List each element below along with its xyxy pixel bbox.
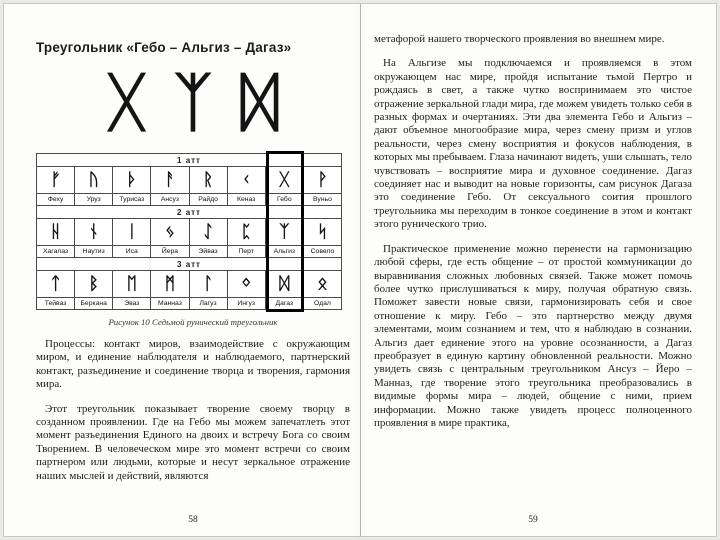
- rune-table-figure: [36, 153, 342, 310]
- rune-name-cell: Ансуз: [151, 194, 189, 206]
- page-number: 59: [528, 515, 538, 525]
- paragraph: На Альгизе мы подключаемся и проявляемся в этом окружающем нас мире, пройдя испытание тьмой Пертро и рождаясь в свет, а также чутко воспринимаем это чистое отражение зеркальной глади мира, где можем увидеть только себя в разных формах и очертаниях. Эти два элемента Гебо и Альгиз – дают объемное многообразие мира, через смену призм и углов реальности, через смену восприятия и фокусов наблюдения, в которых мы пребываем. Глаза начинают видеть, уши слышать, тело чувствовать – восприятие мира и духовное соединение. Дагаз соединяет нас и выводит на новые горизонты, сам рисунок Дагаза это соединение Гебо. От сексуального соития прошлого треугольника мы переходим в тонкое соединение в этом и контакт этого рунического трио.: [374, 57, 692, 231]
- rune-table: [36, 153, 342, 310]
- rune-name-cell: Турисаз: [113, 194, 151, 206]
- att-header: 2 атт: [37, 206, 342, 219]
- rune-glyph-cell: ᚷ: [265, 167, 303, 194]
- rune-glyph-cell: ᛉ: [265, 219, 303, 246]
- figure-caption: Рисунок 10 Седьмой рунический треугольник: [108, 317, 278, 327]
- rune-name-cell: Беркана: [75, 298, 113, 310]
- rune-glyph-cell: ᛏ: [37, 271, 75, 298]
- rune-name-cell: Йера: [151, 246, 189, 258]
- rune-name-cell: Уруз: [75, 194, 113, 206]
- book-spread: [3, 3, 717, 537]
- rune-glyph-cell: ᚱ: [189, 167, 227, 194]
- rune-glyph-cell: ᛋ: [303, 219, 341, 246]
- big-rune-dagaz: ᛞ: [240, 66, 279, 140]
- rune-glyph-cell: ᚾ: [75, 219, 113, 246]
- paragraph: Этот треугольник показывает творение своему творцу в созданном проявлении. Где на Гебо мы можем запечатлеть этот момент разъединения Единого на двоих и встречу Бога со своим Творением. В человеческом мире это момент встречи со своим партнером или людьми, которые и несут зеркальное отражение наших мыслей и действий, являются: [36, 402, 350, 482]
- rune-name-cell: Тейваз: [37, 298, 75, 310]
- rune-glyph-cell: ᚲ: [227, 167, 265, 194]
- rune-glyph-cell: ᛗ: [151, 271, 189, 298]
- rune-glyph-cell: ᛁ: [113, 219, 151, 246]
- rune-name-cell: Эйваз: [189, 246, 227, 258]
- rune-name-cell: Хагалаз: [37, 246, 75, 258]
- big-rune-gebo: ᚷ: [107, 66, 146, 140]
- rune-glyph-cell: ᚨ: [151, 167, 189, 194]
- rune-glyph-cell: ᚠ: [37, 167, 75, 194]
- rune-name-cell: Ингуз: [227, 298, 265, 310]
- rune-glyph-cell: ᛚ: [189, 271, 227, 298]
- big-rune-algiz: ᛉ: [173, 66, 213, 140]
- rune-name-cell: Лагуз: [189, 298, 227, 310]
- rune-name-cell: Кеназ: [227, 194, 265, 206]
- rune-name-cell: Одал: [303, 298, 341, 310]
- rune-glyph-cell: ᚺ: [37, 219, 75, 246]
- rune-glyph-cell: ᛖ: [113, 271, 151, 298]
- page-number: 58: [188, 515, 198, 525]
- rune-name-cell: Вуньо: [303, 194, 341, 206]
- rune-glyph-cell: ᚦ: [113, 167, 151, 194]
- triangle-runes-figure: [36, 65, 350, 141]
- rune-name-cell: Иса: [113, 246, 151, 258]
- rune-name-cell: Райдо: [189, 194, 227, 206]
- rune-glyph-cell: ᛇ: [189, 219, 227, 246]
- att-header: 3 атт: [37, 258, 342, 271]
- rune-name-cell: Гебо: [265, 194, 303, 206]
- page-gutter: [360, 4, 361, 536]
- rune-glyph-cell: ᚹ: [303, 167, 341, 194]
- rune-name-cell: Наутиз: [75, 246, 113, 258]
- paragraph: Практическое применение можно перенести на гармонизацию любой сферы, где есть общение – от простой коммуникации до выравнивания сложных любовных связей. Также может помочь более чутко прислушиваться к миру, получая обратную связь. Поможет завести новые связи, гармонизировать себя и свое отношение к миру. Гебо – это партнерство между двумя элементами, моим сознанием и тем, что я наблюдаю в сознании. Альгиз дает единение этого на уровне осознанности, а Дагаз преобразует в единую картину обновленной реальности. Можно увидеть связь с центральным треугольником Ансуз – Йеро – Манназ, где творение этого треугольника преобразовались в видимые формы мира – людей, общение с ними, прием информации. Можно также увидеть процесс полноценного проявления в мире практика,: [374, 242, 692, 429]
- rune-name-cell: Перт: [227, 246, 265, 258]
- paragraph: Процессы: контакт миров, взаимодействие с окружающим миром, и единение наблюдателя и наблюдаемого, партнерский контакт, разъединение и соединение творца и творения, гармония мира.: [36, 338, 350, 391]
- page-right: [374, 4, 692, 536]
- att-header: 1 атт: [37, 154, 342, 167]
- rune-name-cell: Дагаз: [265, 298, 303, 310]
- rune-glyph-cell: ᛈ: [227, 219, 265, 246]
- paragraph: метафорой нашего творческого проявления во внешнем мире.: [374, 33, 665, 45]
- rune-glyph-cell: ᛒ: [75, 271, 113, 298]
- page-left: [36, 4, 350, 536]
- rune-glyph-cell: ᛃ: [151, 219, 189, 246]
- rune-glyph-cell: ᛟ: [303, 271, 341, 298]
- rune-glyph-cell: ᛞ: [265, 271, 303, 298]
- rune-name-cell: Альгиз: [265, 246, 303, 258]
- rune-name-cell: Феху: [37, 194, 75, 206]
- rune-name-cell: Совело: [303, 246, 341, 258]
- rune-name-cell: Манназ: [151, 298, 189, 310]
- rune-glyph-cell: ᚢ: [75, 167, 113, 194]
- rune-name-cell: Эваз: [113, 298, 151, 310]
- rune-glyph-cell: ᛜ: [227, 271, 265, 298]
- section-title: Треугольник «Гебо – Альгиз – Дагаз»: [36, 40, 292, 55]
